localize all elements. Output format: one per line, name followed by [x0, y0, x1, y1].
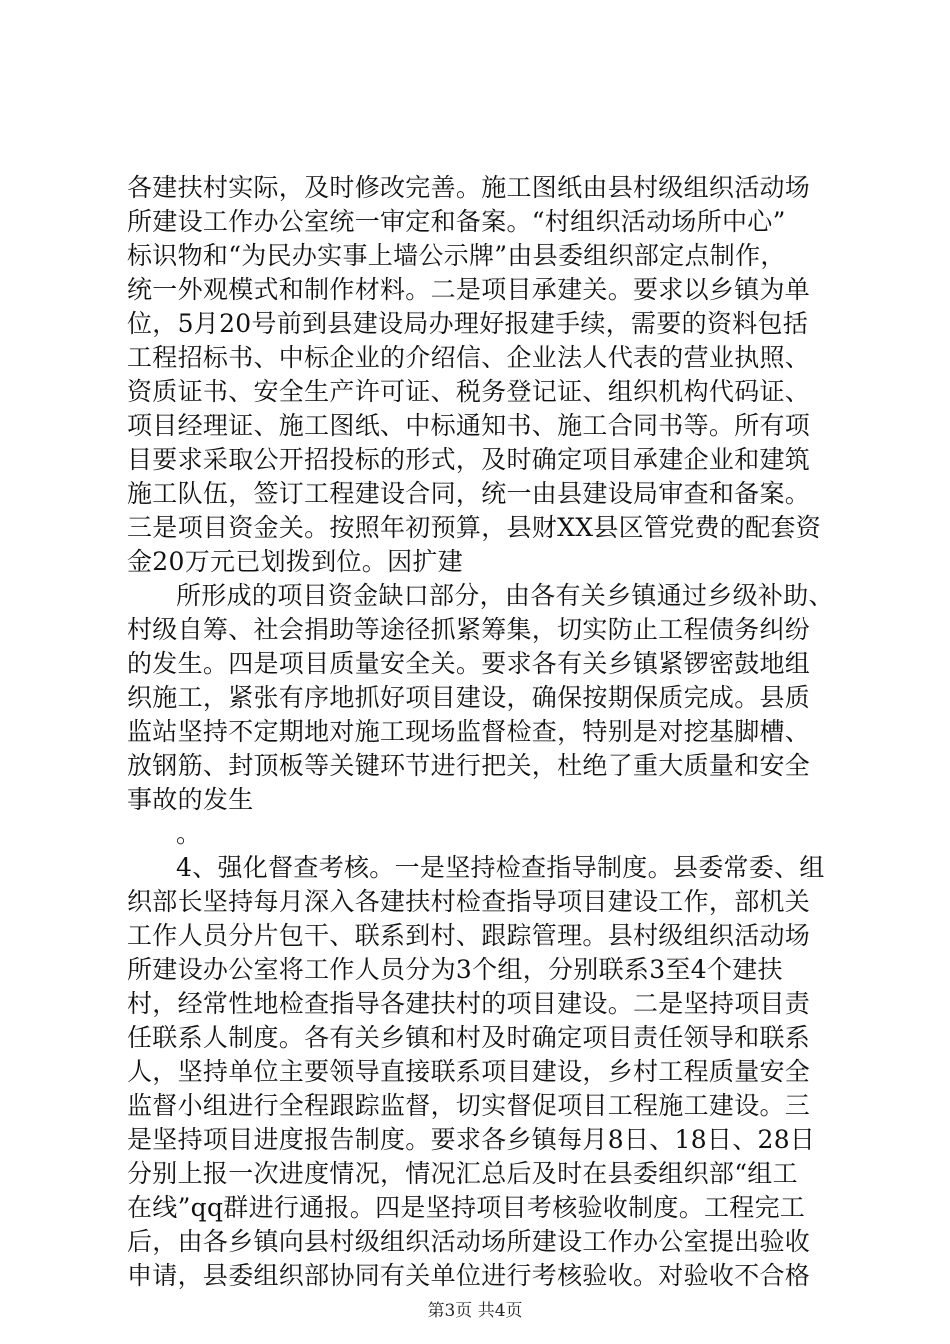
text-line: 工作人员分片包干、联系到村、跟踪管理。县村级组织活动场: [127, 921, 811, 950]
text-line: 工程招标书、中标企业的介绍信、企业法人代表的营业执照、: [127, 343, 811, 372]
text-line: 项目经理证、施工图纸、中标通知书、施工合同书等。所有项: [127, 411, 811, 440]
text-line: 施工队伍，签订工程建设合同，统一由县建设局审查和备案。: [127, 479, 811, 508]
page-number-footer: 第3页 共4页: [427, 1301, 523, 1321]
text-line: 任联系人制度。各有关乡镇和村及时确定项目责任领导和联系: [127, 1023, 811, 1052]
text-line: 所建设工作办公室统一审定和备案。“村组织活动场所中心”: [127, 207, 786, 236]
text-line: 在线”qq群进行通报。四是坚持项目考核验收制度。工程完工: [127, 1193, 806, 1222]
text-line: 标识物和“为民办实事上墙公示牌”由县委组织部定点制作，: [127, 241, 786, 270]
text-line: 目要求采取公开招投标的形式，及时确定项目承建企业和建筑: [127, 445, 811, 474]
text-line: 所建设办公室将工作人员分为3个组，分别联系3至4个建扶: [127, 955, 783, 984]
text-line: 放钢筋、封顶板等关键环节进行把关，杜绝了重大质量和安全: [127, 751, 811, 780]
text-line: 是坚持项目进度报告制度。要求各乡镇每月8日、18日、28日: [127, 1125, 816, 1154]
text-line: 事故的发生: [127, 785, 254, 814]
text-line: 人，坚持单位主要领导直接联系项目建设，乡村工程质量安全: [127, 1057, 811, 1086]
text-line: 申请，县委组织部协同有关单位进行考核验收。对验收不合格: [127, 1261, 811, 1290]
text-line: 4、强化督查考核。一是坚持检查指导制度。县委常委、组: [176, 853, 825, 882]
text-line: 。: [176, 819, 202, 848]
text-line: 位，5月20号前到县建设局办理好报建手续，需要的资料包括: [127, 309, 809, 338]
text-line: 三是项目资金关。按照年初预算，县财XX县区管党费的配套资: [127, 513, 821, 542]
text-line: 分别上报一次进度情况，情况汇总后及时在县委组织部“组工: [127, 1159, 798, 1188]
text-line: 织施工，紧张有序地抓好项目建设，确保按期保质完成。县质: [127, 683, 811, 712]
text-line: 资质证书、安全生产许可证、税务登记证、组织机构代码证、: [127, 377, 811, 406]
text-line: 各建扶村实际，及时修改完善。施工图纸由县村级组织活动场: [127, 173, 811, 202]
text-line: 监督小组进行全程跟踪监督，切实督促项目工程施工建设。三: [127, 1091, 811, 1120]
text-line: 村级自筹、社会捐助等途径抓紧筹集，切实防止工程债务纠纷: [127, 615, 811, 644]
text-line: 监站坚持不定期地对施工现场监督检查，特别是对挖基脚槽、: [127, 717, 811, 746]
text-line: 金20万元已划拨到位。因扩建: [127, 547, 464, 576]
text-line: 的发生。四是项目质量安全关。要求各有关乡镇紧锣密鼓地组: [127, 649, 811, 678]
text-line: 所形成的项目资金缺口部分，由各有关乡镇通过乡级补助、: [176, 581, 834, 610]
text-line: 村，经常性地检查指导各建扶村的项目建设。二是坚持项目责: [127, 989, 811, 1018]
text-line: 织部长坚持每月深入各建扶村检查指导项目建设工作，部机关: [127, 887, 811, 916]
text-line: 统一外观模式和制作材料。二是项目承建关。要求以乡镇为单: [127, 275, 811, 304]
text-line: 后，由各乡镇向县村级组织活动场所建设工作办公室提出验收: [127, 1227, 811, 1256]
